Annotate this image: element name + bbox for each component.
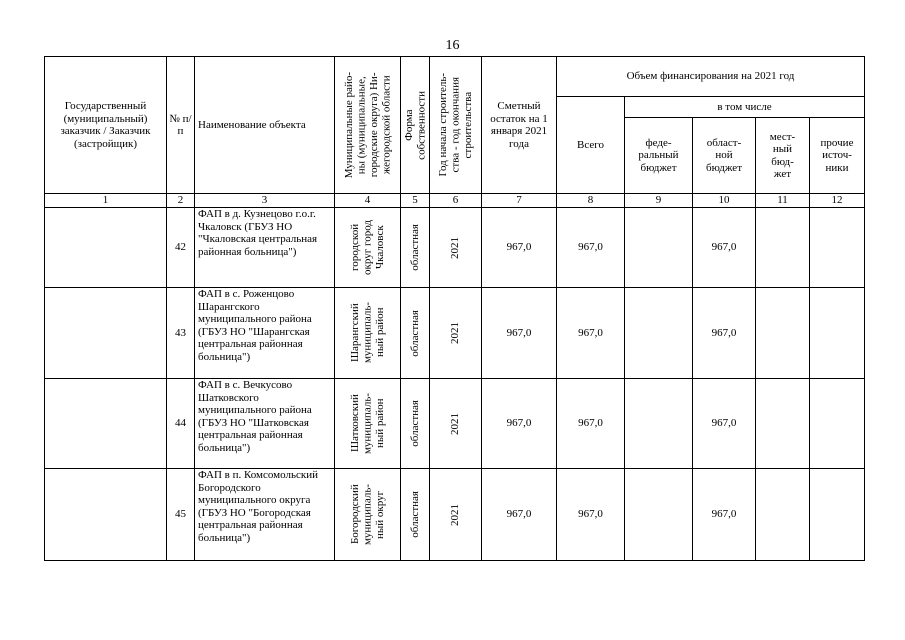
- customer-cell: [45, 208, 167, 288]
- district-line: Шатковский: [348, 394, 361, 453]
- district-line: ный округ: [373, 490, 386, 539]
- regional-value: 967,0: [693, 469, 756, 561]
- table-row: [45, 208, 865, 288]
- estimate-value: 967,0: [482, 208, 557, 288]
- column-number: 7: [482, 194, 557, 208]
- header-district-line-2: ны (муниципальные,: [355, 76, 367, 174]
- customer-cell: [45, 469, 167, 561]
- federal-value: [625, 379, 693, 469]
- table-row: [45, 469, 865, 561]
- years-text: 2021: [449, 322, 462, 344]
- regional-value: 967,0: [693, 208, 756, 288]
- district-line: округ город: [361, 220, 374, 275]
- row-number: 45: [167, 469, 195, 561]
- column-number: 12: [810, 194, 865, 208]
- page-number: 16: [445, 38, 460, 53]
- district-cell: [335, 379, 401, 469]
- district-line: муниципаль-: [361, 302, 374, 364]
- object-name: ФАП в д. Кузнецово г.о.г. Чкаловск (ГБУЗ НО "Чкаловская центральная районная больница"): [195, 208, 335, 288]
- column-number: 11: [756, 194, 810, 208]
- column-number: 3: [195, 194, 335, 208]
- total-value: 967,0: [557, 379, 625, 469]
- row-number: 42: [167, 208, 195, 288]
- regional-value: 967,0: [693, 288, 756, 379]
- header-district-line-4: жегородской области: [380, 75, 392, 175]
- total-value: 967,0: [557, 469, 625, 561]
- district-cell: [335, 288, 401, 379]
- customer-cell: [45, 379, 167, 469]
- federal-value: [625, 288, 693, 379]
- ownership-cell: [401, 288, 430, 379]
- header-years: [430, 57, 482, 194]
- header-district-line-1: Муниципальные райо-: [342, 71, 355, 179]
- estimate-value: 967,0: [482, 469, 557, 561]
- header-ownership-line-2: собственности: [415, 90, 427, 160]
- ownership-text: областная: [408, 400, 421, 447]
- years-text: 2021: [449, 503, 462, 526]
- header-other: прочие источ- ники: [810, 118, 865, 194]
- other-value: [810, 379, 865, 469]
- ownership-cell: [401, 208, 430, 288]
- local-value: [756, 288, 810, 379]
- header-district-line-3: городские округа) Ни-: [367, 72, 380, 178]
- district-line: муниципаль-: [361, 392, 374, 455]
- ownership-text: областная: [408, 309, 421, 357]
- header-financing: Объем финансирования на 2021 год: [557, 57, 865, 97]
- district-line: ный район: [373, 308, 386, 358]
- district-line: городской: [348, 223, 361, 272]
- object-name: ФАП в с. Вечкусово Шатковского муниципального района (ГБУЗ НО "Шатковская центральная районная больница"): [195, 379, 335, 469]
- header-ownership: [401, 57, 430, 194]
- column-number-row: [45, 194, 865, 208]
- row-number: 44: [167, 379, 195, 469]
- column-number: 1: [45, 194, 167, 208]
- local-value: [756, 379, 810, 469]
- column-number: 4: [335, 194, 401, 208]
- estimate-value: 967,0: [482, 379, 557, 469]
- customer-cell: [45, 288, 167, 379]
- years-cell: [430, 469, 482, 561]
- column-number: 5: [401, 194, 430, 208]
- header-estimate: Сметный остаток на 1 января 2021 года: [482, 57, 557, 194]
- local-value: [756, 469, 810, 561]
- other-value: [810, 288, 865, 379]
- years-text: 2021: [449, 236, 462, 259]
- district-line: Шарангский: [348, 303, 361, 363]
- regional-value: 967,0: [693, 379, 756, 469]
- header-including: в том числе: [625, 97, 865, 118]
- district-cell: [335, 469, 401, 561]
- row-number: 43: [167, 288, 195, 379]
- district-line: Богородский: [348, 484, 361, 545]
- years-text: 2021: [449, 412, 462, 435]
- federal-value: [625, 469, 693, 561]
- table-row: [45, 379, 865, 469]
- column-number: 6: [430, 194, 482, 208]
- header-regional: област- ной бюджет: [693, 118, 756, 194]
- table-row: [45, 288, 865, 379]
- other-value: [810, 469, 865, 561]
- column-number: 2: [167, 194, 195, 208]
- header-federal: феде- ральный бюджет: [625, 118, 693, 194]
- local-value: [756, 208, 810, 288]
- header-local: мест- ный бюд- жет: [756, 118, 810, 194]
- header-object-name: Наименование объекта: [195, 57, 335, 194]
- district-line: Чкаловск: [373, 225, 386, 270]
- header-customer: Государственный (муниципальный) заказчик / Заказчик (застройщик): [45, 57, 167, 194]
- ownership-text: областная: [408, 224, 421, 271]
- ownership-cell: [401, 379, 430, 469]
- header-years-line-1: Год начала строитель-: [436, 73, 449, 177]
- header-years-line-3: строительства: [461, 91, 474, 159]
- estimate-value: 967,0: [482, 288, 557, 379]
- header-total: Всего: [557, 97, 625, 194]
- other-value: [810, 208, 865, 288]
- ownership-cell: [401, 469, 430, 561]
- financing-table: [44, 56, 865, 561]
- district-cell: [335, 208, 401, 288]
- ownership-text: областная: [408, 491, 421, 538]
- district-line: ный район: [373, 398, 386, 449]
- years-cell: [430, 208, 482, 288]
- years-cell: [430, 288, 482, 379]
- header-number: № п/п: [167, 57, 195, 194]
- header-ownership-line-1: Форма: [402, 109, 415, 141]
- years-cell: [430, 379, 482, 469]
- header-district: [335, 57, 401, 194]
- header-years-line-2: ства - год окончания: [449, 77, 462, 173]
- column-number: 10: [693, 194, 756, 208]
- object-name: ФАП в п. Комсомольский Богородского муниципального округа (ГБУЗ НО "Богородская центральная районная больница"): [195, 469, 335, 561]
- object-name: ФАП в с. Роженцово Шарангского муниципального района (ГБУЗ НО "Шарангская центральная районная больница"): [195, 288, 335, 379]
- district-line: муниципаль-: [361, 483, 374, 546]
- column-number: 9: [625, 194, 693, 208]
- federal-value: [625, 208, 693, 288]
- column-number: 8: [557, 194, 625, 208]
- total-value: 967,0: [557, 208, 625, 288]
- total-value: 967,0: [557, 288, 625, 379]
